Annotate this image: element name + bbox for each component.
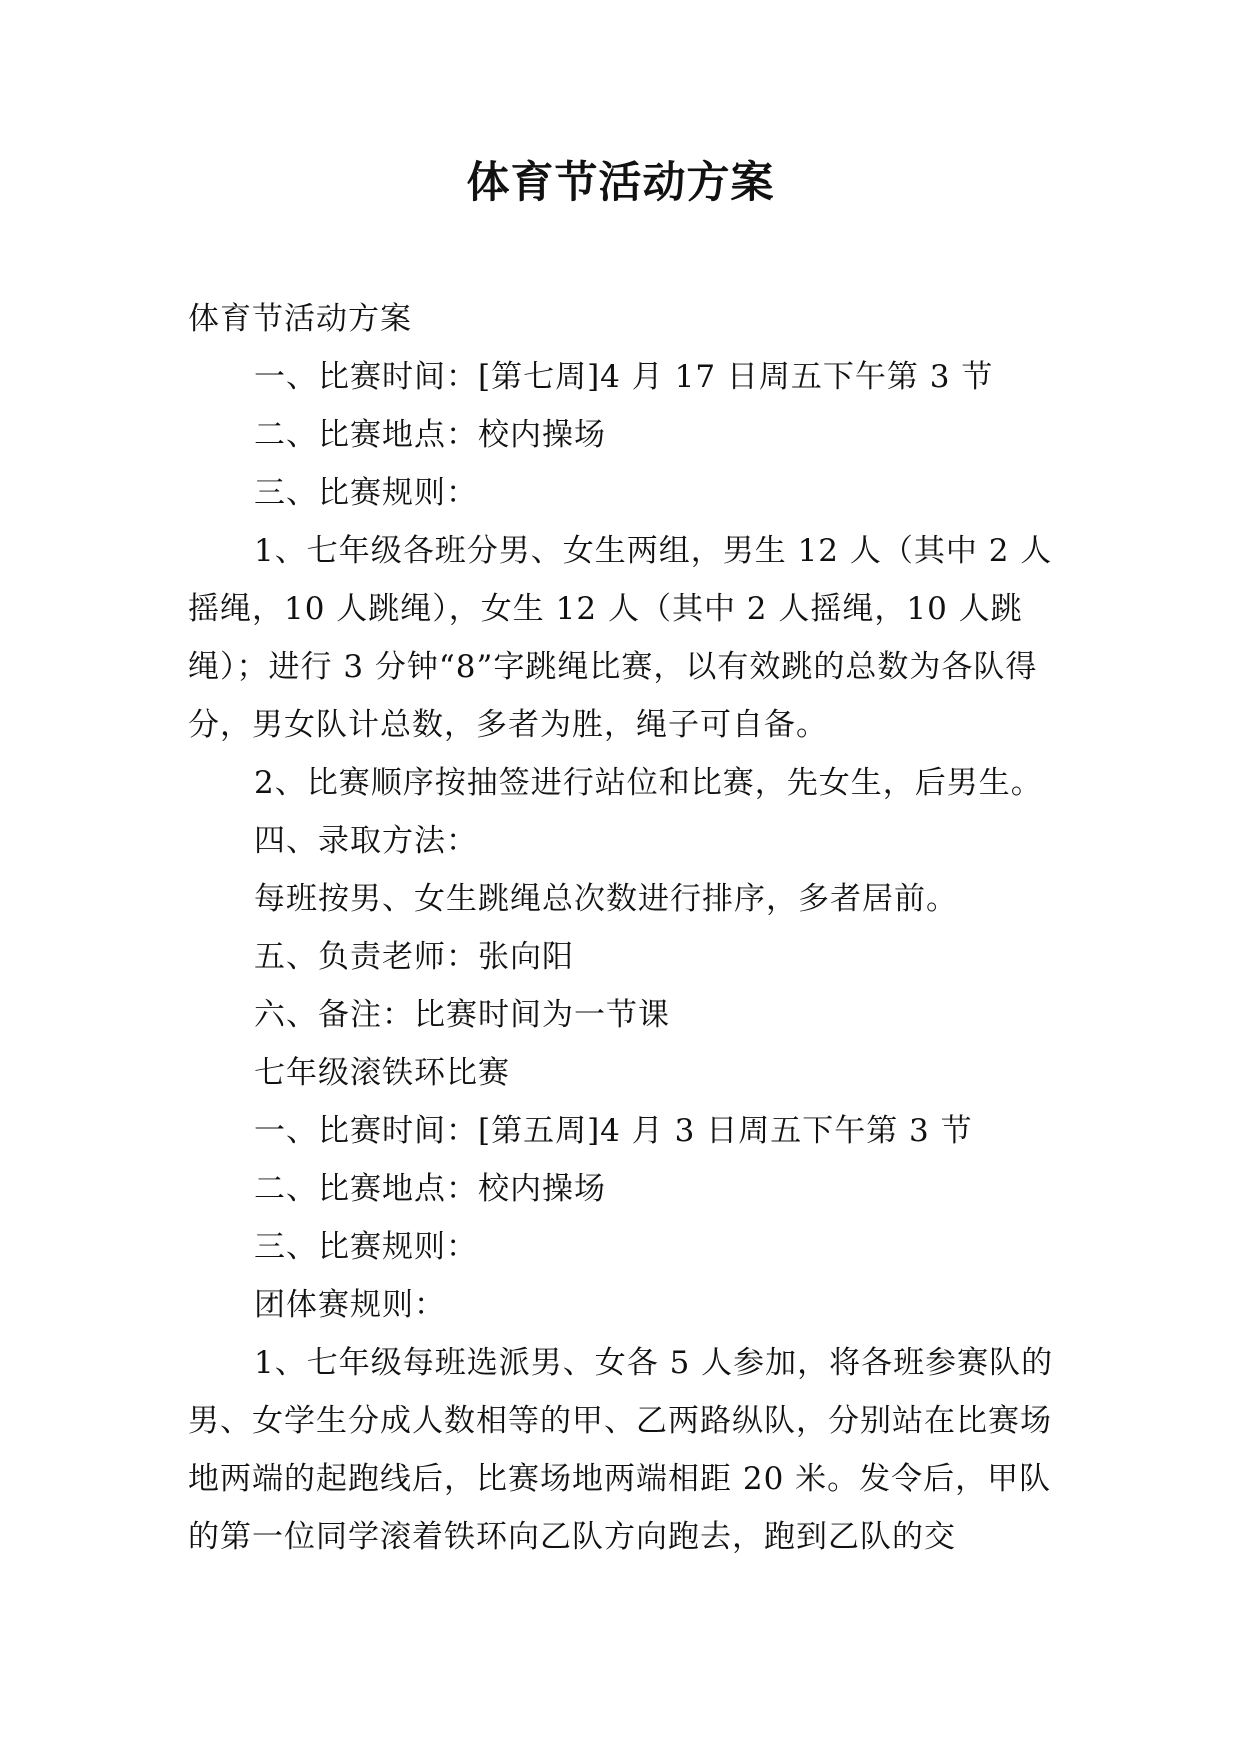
paragraph-ranking-heading: 四、录取方法： bbox=[254, 823, 478, 859]
paragraph-match-rules-heading-1: 三、比赛规则： bbox=[254, 475, 478, 511]
paragraph-section-hoop-race: 七年级滚铁环比赛 bbox=[254, 1055, 510, 1091]
paragraph-note: 六、备注：比赛时间为一节课 bbox=[254, 997, 670, 1033]
document-body bbox=[188, 290, 1058, 1566]
paragraph-subtitle: 体育节活动方案 bbox=[188, 301, 412, 337]
paragraph-team-rules-heading: 团体赛规则： bbox=[254, 1287, 446, 1323]
document-title: 体育节活动方案 bbox=[466, 158, 775, 208]
paragraph-match-time-2: 一、比赛时间：[第五周]4 月 3 日周五下午第 3 节 bbox=[254, 1113, 973, 1149]
paragraph-match-time-1: 一、比赛时间：[第七周]4 月 17 日周五下午第 3 节 bbox=[254, 359, 994, 395]
paragraph-match-location-2: 二、比赛地点：校内操场 bbox=[254, 1171, 606, 1207]
paragraph-teacher: 五、负责老师：张向阳 bbox=[254, 939, 574, 975]
paragraph-rule-2: 2、比赛顺序按抽签进行站位和比赛，先女生，后男生。 bbox=[254, 765, 1043, 801]
paragraph-rule-1: 1、七年级各班分男、女生两组，男生 12 人（其中 2 人摇绳，10 人跳绳），女生 12 人（其中 2 人摇绳，10 人跳绳）；进行 3 分钟“8”字跳绳比赛，以有效跳的总数为各队得分，男女队计总数，多者为胜，绳子可自备。 bbox=[188, 533, 1053, 743]
paragraph-team-rule-1: 1、七年级每班选派男、女各 5 人参加，将各班参赛队的男、女学生分成人数相等的甲、乙两路纵队，分别站在比赛场地两端的起跑线后，比赛场地两端相距 20 米。发令后，甲队的第一位同学滚着铁环向乙队方向跑去，跑到乙队的交 bbox=[188, 1345, 1054, 1555]
paragraph-match-location-1: 二、比赛地点：校内操场 bbox=[254, 417, 606, 453]
paragraph-match-rules-heading-2: 三、比赛规则： bbox=[254, 1229, 478, 1265]
paragraph-ranking-method: 每班按男、女生跳绳总次数进行排序，多者居前。 bbox=[254, 881, 958, 917]
